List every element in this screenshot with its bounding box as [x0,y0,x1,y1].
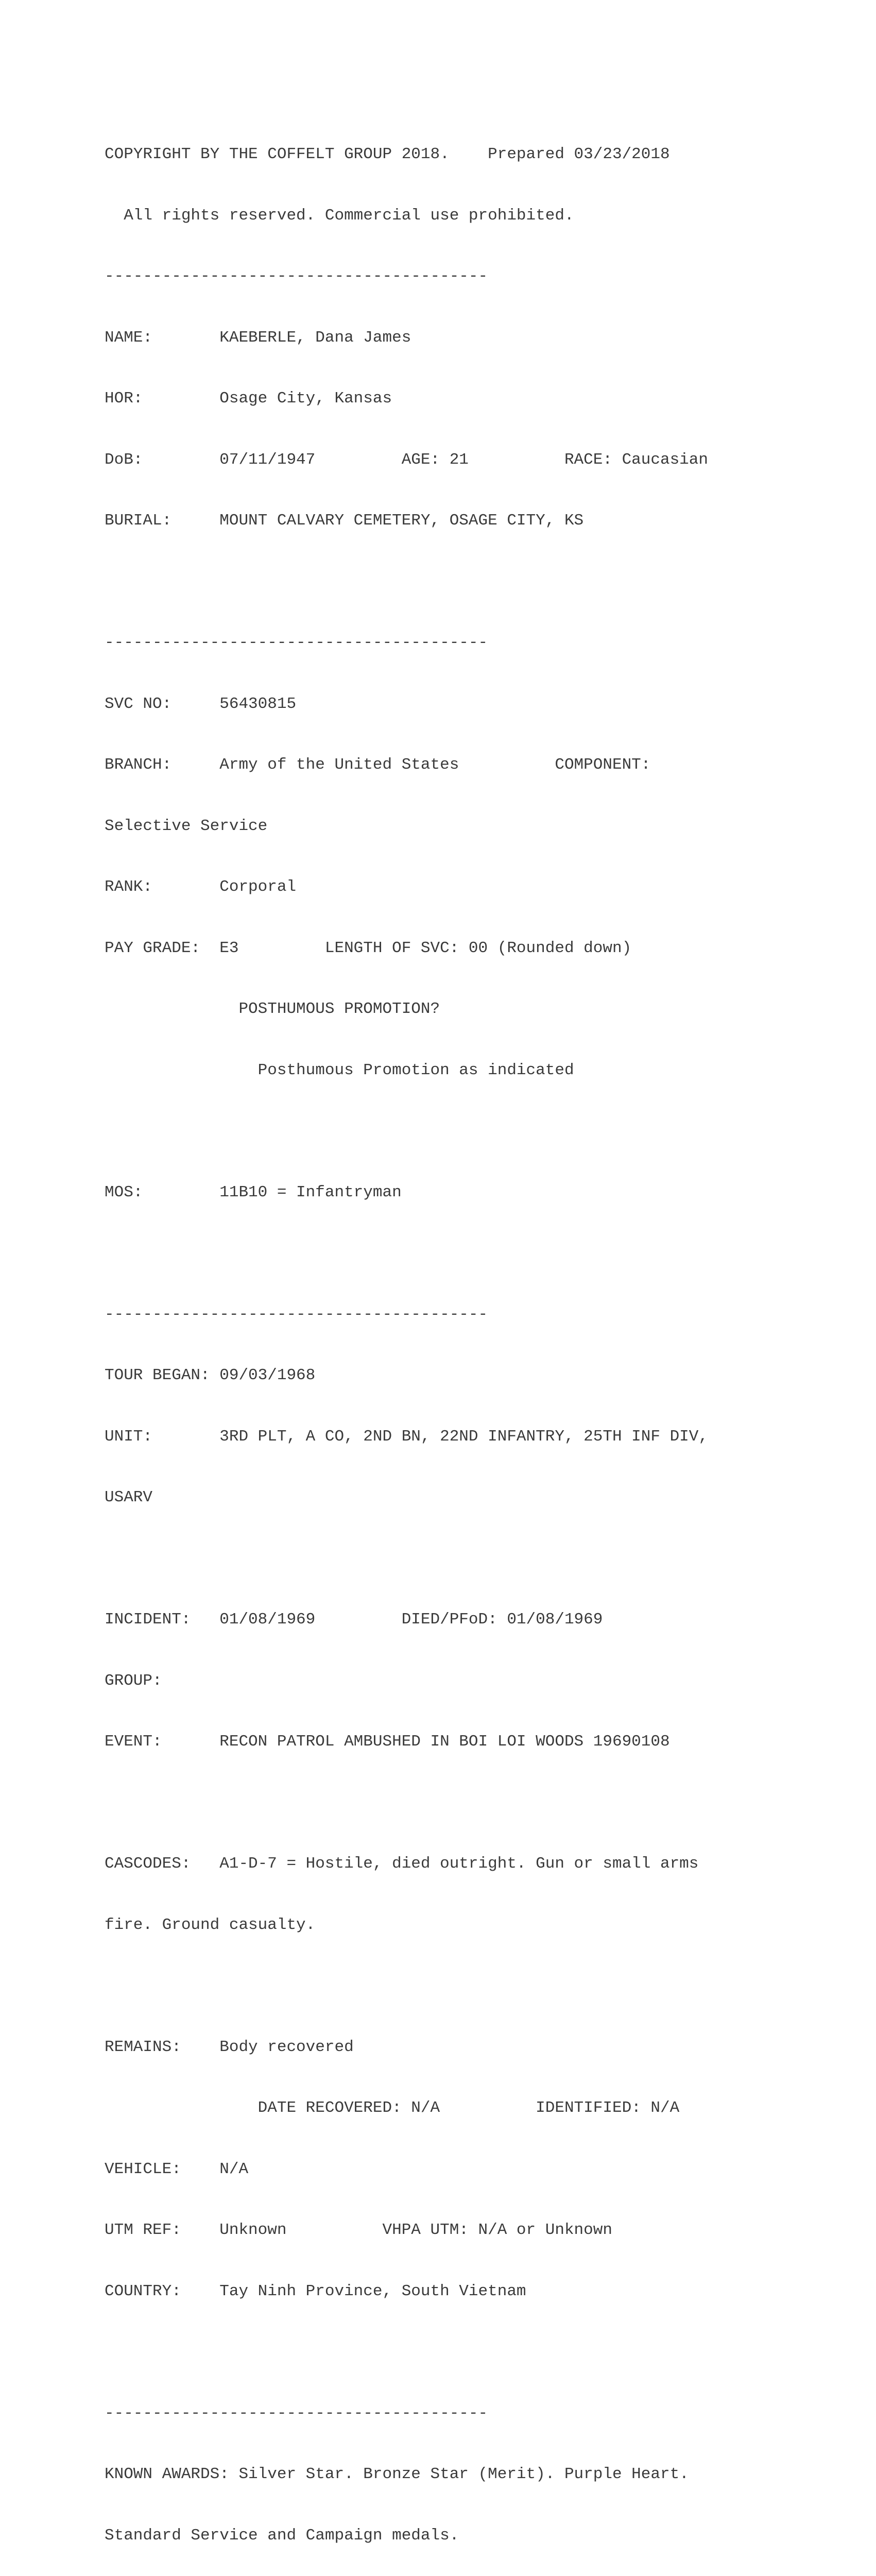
divider: ---------------------------------------- [105,267,488,285]
dob-age-race-field: DoB: 07/11/1947 AGE: 21 RACE: Caucasian [105,450,708,469]
group-field: GROUP: [105,1671,162,1690]
copyright-header: COPYRIGHT BY THE COFFELT GROUP 2018. Prepared 03/23/2018 [105,145,670,163]
divider: ---------------------------------------- [105,1305,488,1324]
svc-no-field: SVC NO: 56430815 [105,694,297,713]
blank-line [105,2342,836,2363]
divider: ---------------------------------------- [105,634,488,652]
pay-grade-field: PAY GRADE: E3 LENGTH OF SVC: 00 (Rounded down) [105,939,632,957]
divider: ---------------------------------------- [105,2404,488,2422]
incident-died-field: INCIDENT: 01/08/1969 DIED/PFoD: 01/08/1969 [105,1611,603,1629]
unit-field: UNIT: 3RD PLT, A CO, 2ND BN, 22ND INFANTRY, 25TH INF DIV, [105,1427,708,1446]
rights-header: All rights reserved. Commercial use prohibited. [105,206,574,225]
casualty-record-document [105,104,836,2576]
known-awards-field: KNOWN AWARDS: Silver Star. Bronze Star (Merit). Purple Heart. [105,2465,689,2483]
event-field: EVENT: RECON PATROL AMBUSHED IN BOI LOI WOODS 19690108 [105,1733,670,1751]
posthumous-promotion-value: Posthumous Promotion as indicated [105,1061,574,1079]
known-awards-field-continued: Standard Service and Campaign medals. [105,2526,459,2545]
blank-line [105,1793,836,1814]
unit-field-continued: USARV [105,1488,153,1506]
remains-field: REMAINS: Body recovered [105,2038,354,2056]
blank-line [105,572,836,592]
utm-ref-field: UTM REF: Unknown VHPA UTM: N/A or Unknown [105,2221,612,2239]
hor-field: HOR: Osage City, Kansas [105,389,392,408]
component-value: Selective Service [105,817,268,835]
vehicle-field: VEHICLE: N/A [105,2160,249,2178]
cascodes-field: CASCODES: A1-D-7 = Hostile, died outright. Gun or small arms [105,1855,699,1873]
posthumous-promotion-label: POSTHUMOUS PROMOTION? [105,1000,440,1018]
cascodes-field-continued: fire. Ground casualty. [105,1916,316,1934]
mos-field: MOS: 11B10 = Infantryman [105,1183,402,1201]
country-field: COUNTRY: Tay Ninh Province, South Vietnam [105,2282,526,2300]
blank-line [105,1976,836,1996]
blank-line [105,1121,836,1142]
tour-began-field: TOUR BEGAN: 09/03/1968 [105,1366,316,1384]
branch-component-field: BRANCH: Army of the United States COMPONENT: [105,756,651,774]
name-field: NAME: KAEBERLE, Dana James [105,328,411,347]
blank-line [105,1549,836,1569]
rank-field: RANK: Corporal [105,878,297,896]
burial-field: BURIAL: MOUNT CALVARY CEMETERY, OSAGE CITY, KS [105,512,584,530]
date-recovered-identified-field: DATE RECOVERED: N/A IDENTIFIED: N/A [105,2099,680,2117]
blank-line [105,1243,836,1264]
